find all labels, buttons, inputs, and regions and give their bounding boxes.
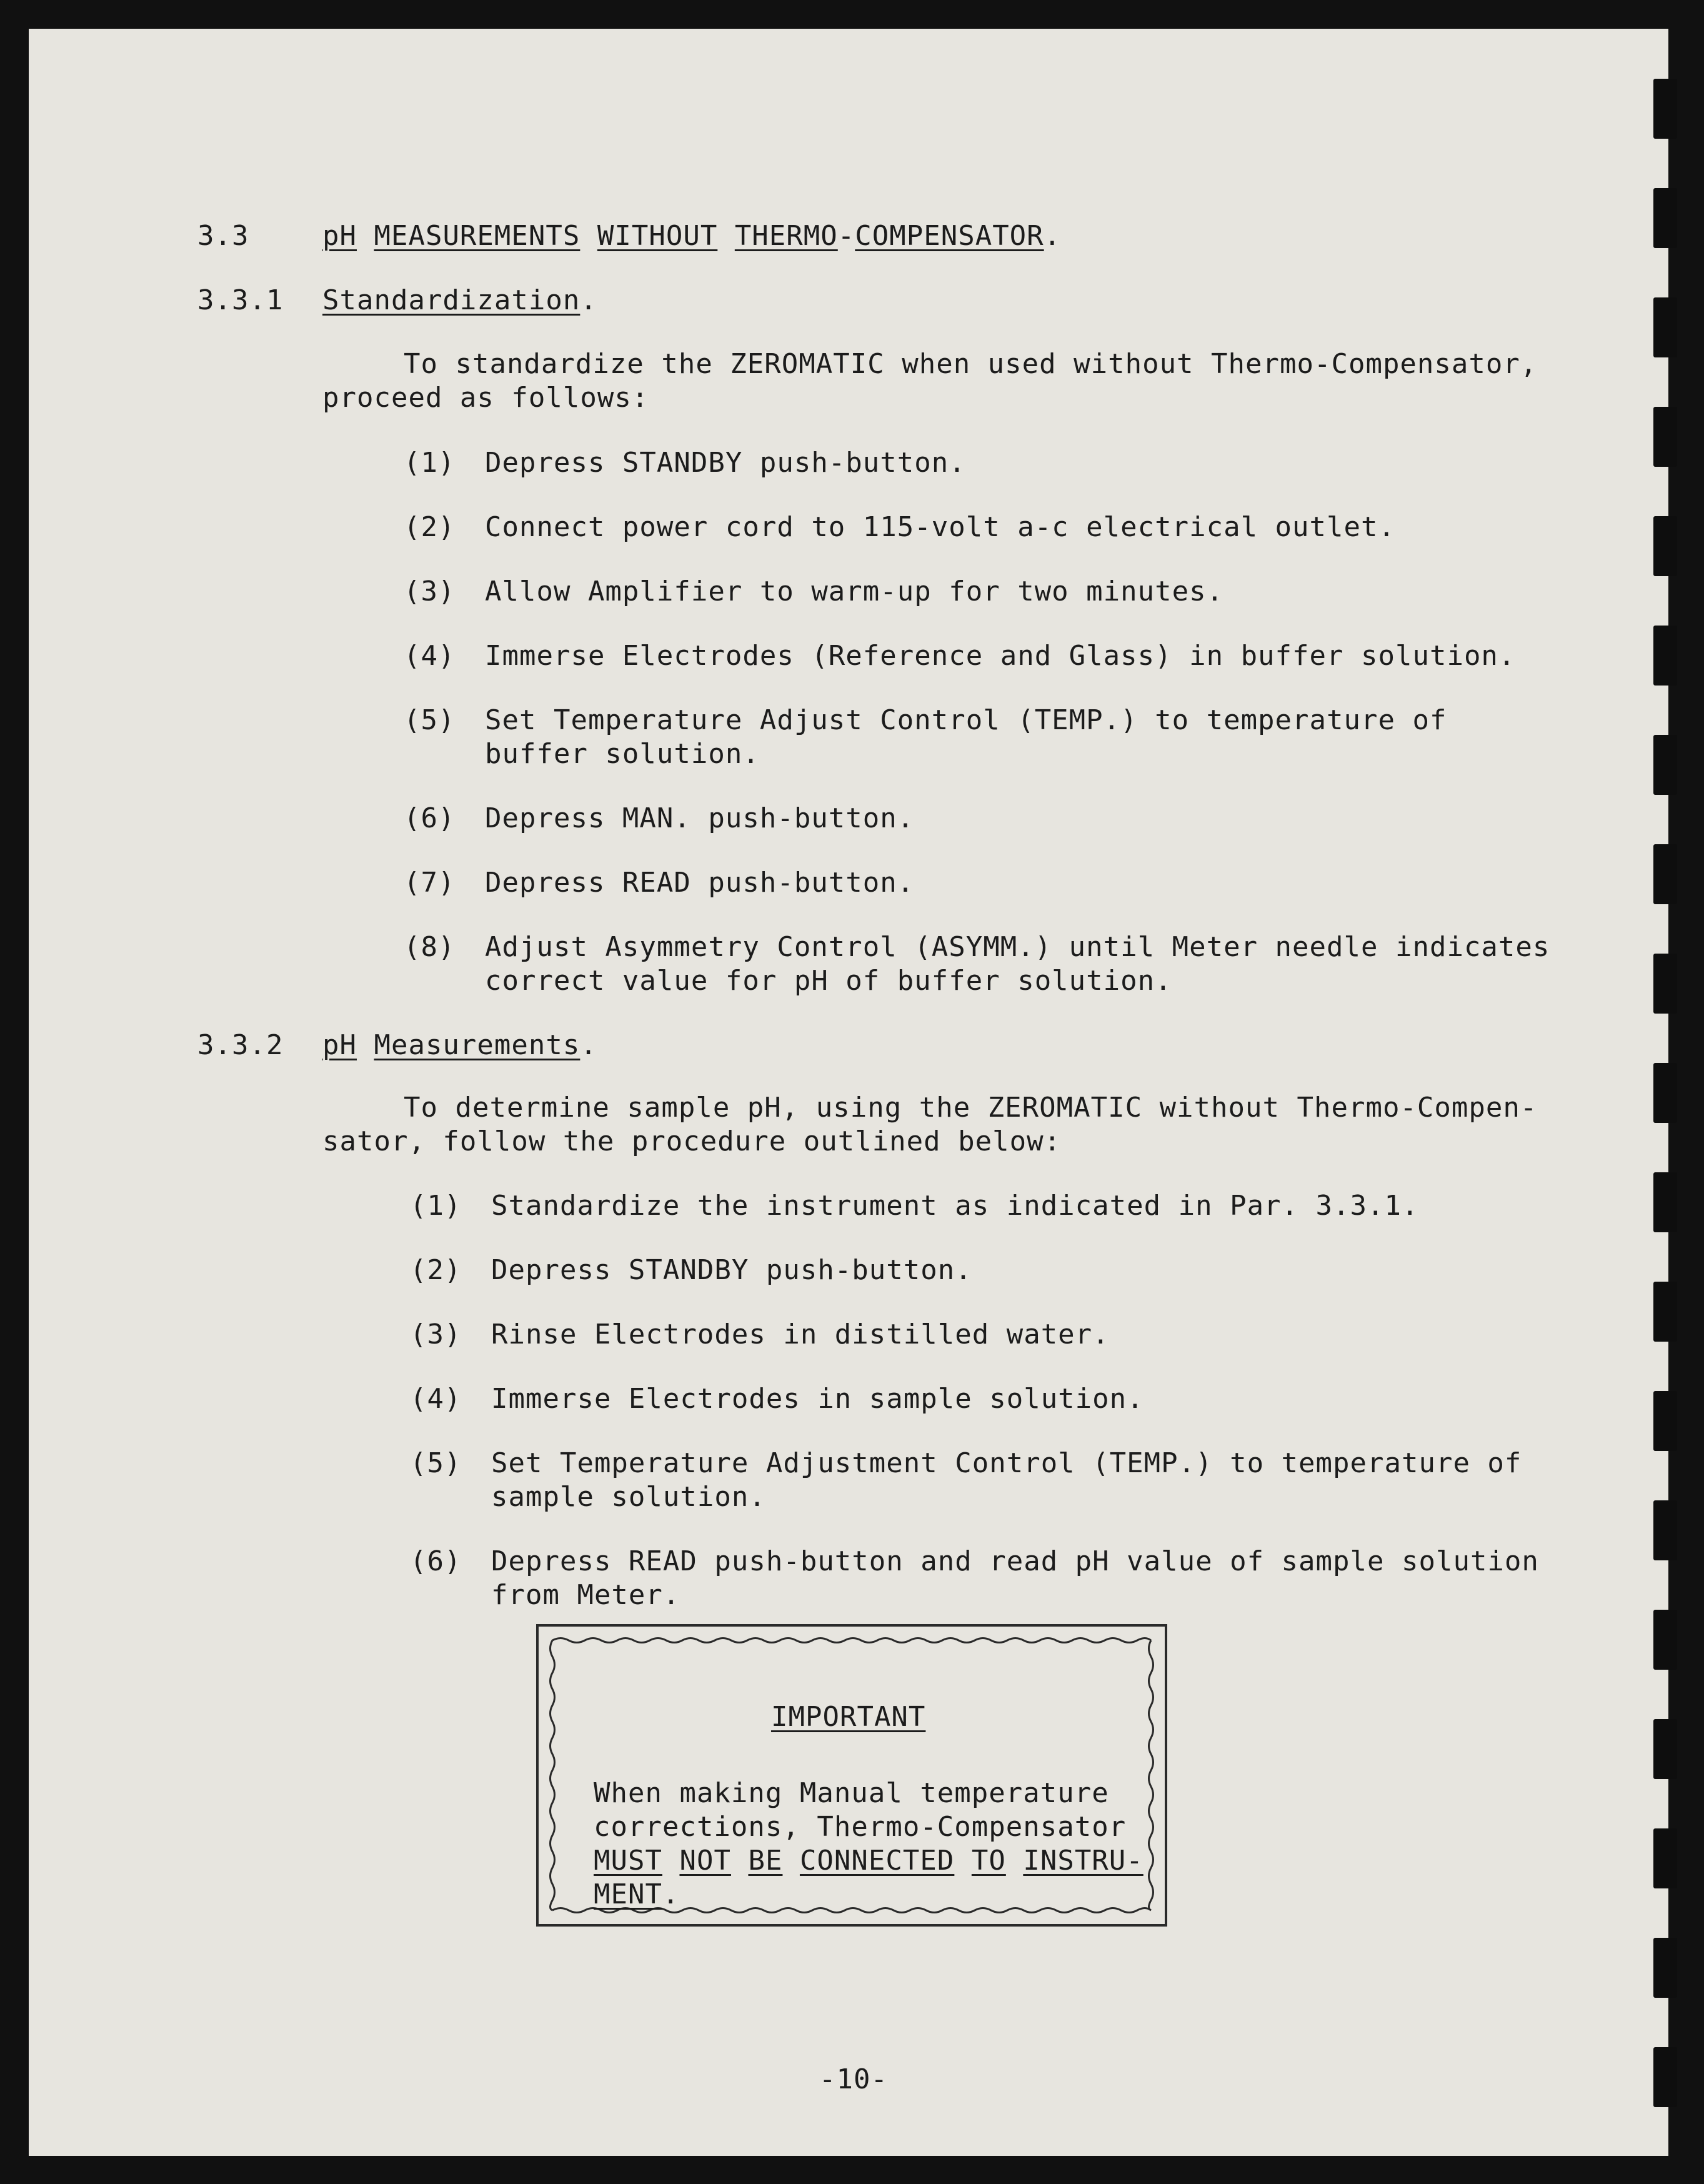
step-text: Depress STANDBY push-button. (491, 1254, 972, 1286)
section-3-3-2-number: 3.3.2 (197, 1029, 284, 1061)
important-notice-box (536, 1624, 1167, 1927)
step-number: (4) (404, 640, 456, 672)
binding-hole (1653, 1828, 1677, 1888)
step-number: (6) (410, 1545, 462, 1577)
step-text: Set Temperature Adjust Control (TEMP.) to temperature of (485, 704, 1447, 736)
notice-word: INSTRU- (1023, 1845, 1143, 1877)
binding-hole (1653, 1500, 1677, 1560)
notice-line: corrections, Thermo-Compensator (594, 1811, 1127, 1843)
binding-hole (1653, 1938, 1677, 1998)
binding-hole (1653, 2047, 1677, 2107)
binding-hole (1653, 516, 1677, 576)
binding-hole (1653, 297, 1677, 357)
step-text: Immerse Electrodes in sample solution. (491, 1383, 1144, 1415)
binding-holes (1653, 29, 1691, 2156)
step-number: (2) (410, 1254, 462, 1286)
notice-line: When making Manual temperature (594, 1777, 1109, 1809)
step-text: Depress READ push-button and read pH value of sample solution (491, 1545, 1539, 1577)
step-number: (8) (404, 931, 456, 963)
step-number: (1) (410, 1190, 462, 1222)
binding-hole (1653, 1391, 1677, 1451)
binding-hole (1653, 954, 1677, 1014)
binding-hole (1653, 1172, 1677, 1232)
step-text: Depress MAN. push-button. (485, 802, 915, 834)
title-word: Measurements (374, 1029, 580, 1061)
notice-line (594, 1844, 1143, 1878)
step-text: Rinse Electrodes in distilled water. (491, 1319, 1110, 1350)
notice-line (594, 1878, 679, 1912)
section-3-3-title (322, 219, 1061, 253)
binding-hole (1653, 1282, 1677, 1342)
step-text: from Meter. (491, 1579, 680, 1611)
notice-word: MUST (594, 1845, 662, 1877)
section-3-3-1-number: 3.3.1 (197, 284, 284, 316)
title-word: Standardization (322, 284, 580, 316)
binding-hole (1653, 1719, 1677, 1779)
binding-hole (1653, 79, 1677, 139)
binding-hole (1653, 735, 1677, 795)
binding-hole (1653, 844, 1677, 904)
step-text: Connect power cord to 115-volt a-c electrical outlet. (485, 511, 1395, 543)
step-number: (3) (410, 1319, 462, 1350)
step-text: correct value for pH of buffer solution. (485, 965, 1172, 997)
title-word: WITHOUT (597, 220, 718, 252)
binding-hole (1653, 188, 1677, 248)
title-word: THERMO (734, 220, 838, 252)
step-text: Immerse Electrodes (Reference and Glass) in buffer solution. (485, 640, 1516, 672)
step-text: Depress READ push-button. (485, 867, 915, 899)
step-number: (4) (410, 1383, 462, 1415)
step-number: (1) (404, 447, 456, 479)
title-word: pH (322, 1029, 357, 1061)
binding-hole (1653, 407, 1677, 467)
section-3-3-2-title (322, 1029, 597, 1062)
document-page (29, 29, 1668, 2156)
intro-line: sator, follow the procedure outlined below: (322, 1125, 1062, 1157)
intro-line: To determine sample pH, using the ZEROMATIC without Thermo-Compen- (404, 1092, 1538, 1124)
binding-hole (1653, 626, 1677, 686)
step-number: (7) (404, 867, 456, 899)
section-3-3-1-title (322, 284, 597, 317)
step-text: Standardize the instrument as indicated in Par. 3.3.1. (491, 1190, 1419, 1222)
intro-line: proceed as follows: (322, 382, 649, 414)
title-word: COMPENSATOR (855, 220, 1044, 252)
notice-word: TO (971, 1845, 1006, 1877)
notice-word: MENT (594, 1878, 662, 1910)
section-3-3-number: 3.3 (197, 220, 249, 252)
title-period: . (580, 284, 597, 316)
notice-word: NOT (679, 1845, 731, 1877)
step-text: sample solution. (491, 1481, 766, 1513)
title-word: pH (322, 220, 357, 252)
step-text: buffer solution. (485, 738, 760, 770)
title-word: MEASUREMENTS (374, 220, 580, 252)
intro-line: To standardize the ZEROMATIC when used without Thermo-Compensator, (404, 348, 1538, 380)
step-text: Set Temperature Adjustment Control (TEMP.) to temperature of (491, 1447, 1522, 1479)
notice-period: . (662, 1878, 680, 1910)
binding-hole (1653, 1610, 1677, 1670)
page-number: -10- (819, 2063, 888, 2095)
step-number: (5) (404, 704, 456, 736)
step-number: (3) (404, 576, 456, 607)
step-text: Depress STANDBY push-button. (485, 447, 966, 479)
step-number: (5) (410, 1447, 462, 1479)
notice-word: CONNECTED (799, 1845, 955, 1877)
step-text: Adjust Asymmetry Control (ASYMM.) until Meter needle indicates (485, 931, 1550, 963)
binding-hole (1653, 1063, 1677, 1123)
title-hyphen: - (837, 220, 855, 252)
step-number: (2) (404, 511, 456, 543)
important-heading: IMPORTANT (771, 1701, 926, 1733)
title-period: . (580, 1029, 597, 1061)
step-text: Allow Amplifier to warm-up for two minutes. (485, 576, 1224, 607)
title-period: . (1044, 220, 1062, 252)
notice-word: BE (748, 1845, 783, 1877)
step-number: (6) (404, 802, 456, 834)
